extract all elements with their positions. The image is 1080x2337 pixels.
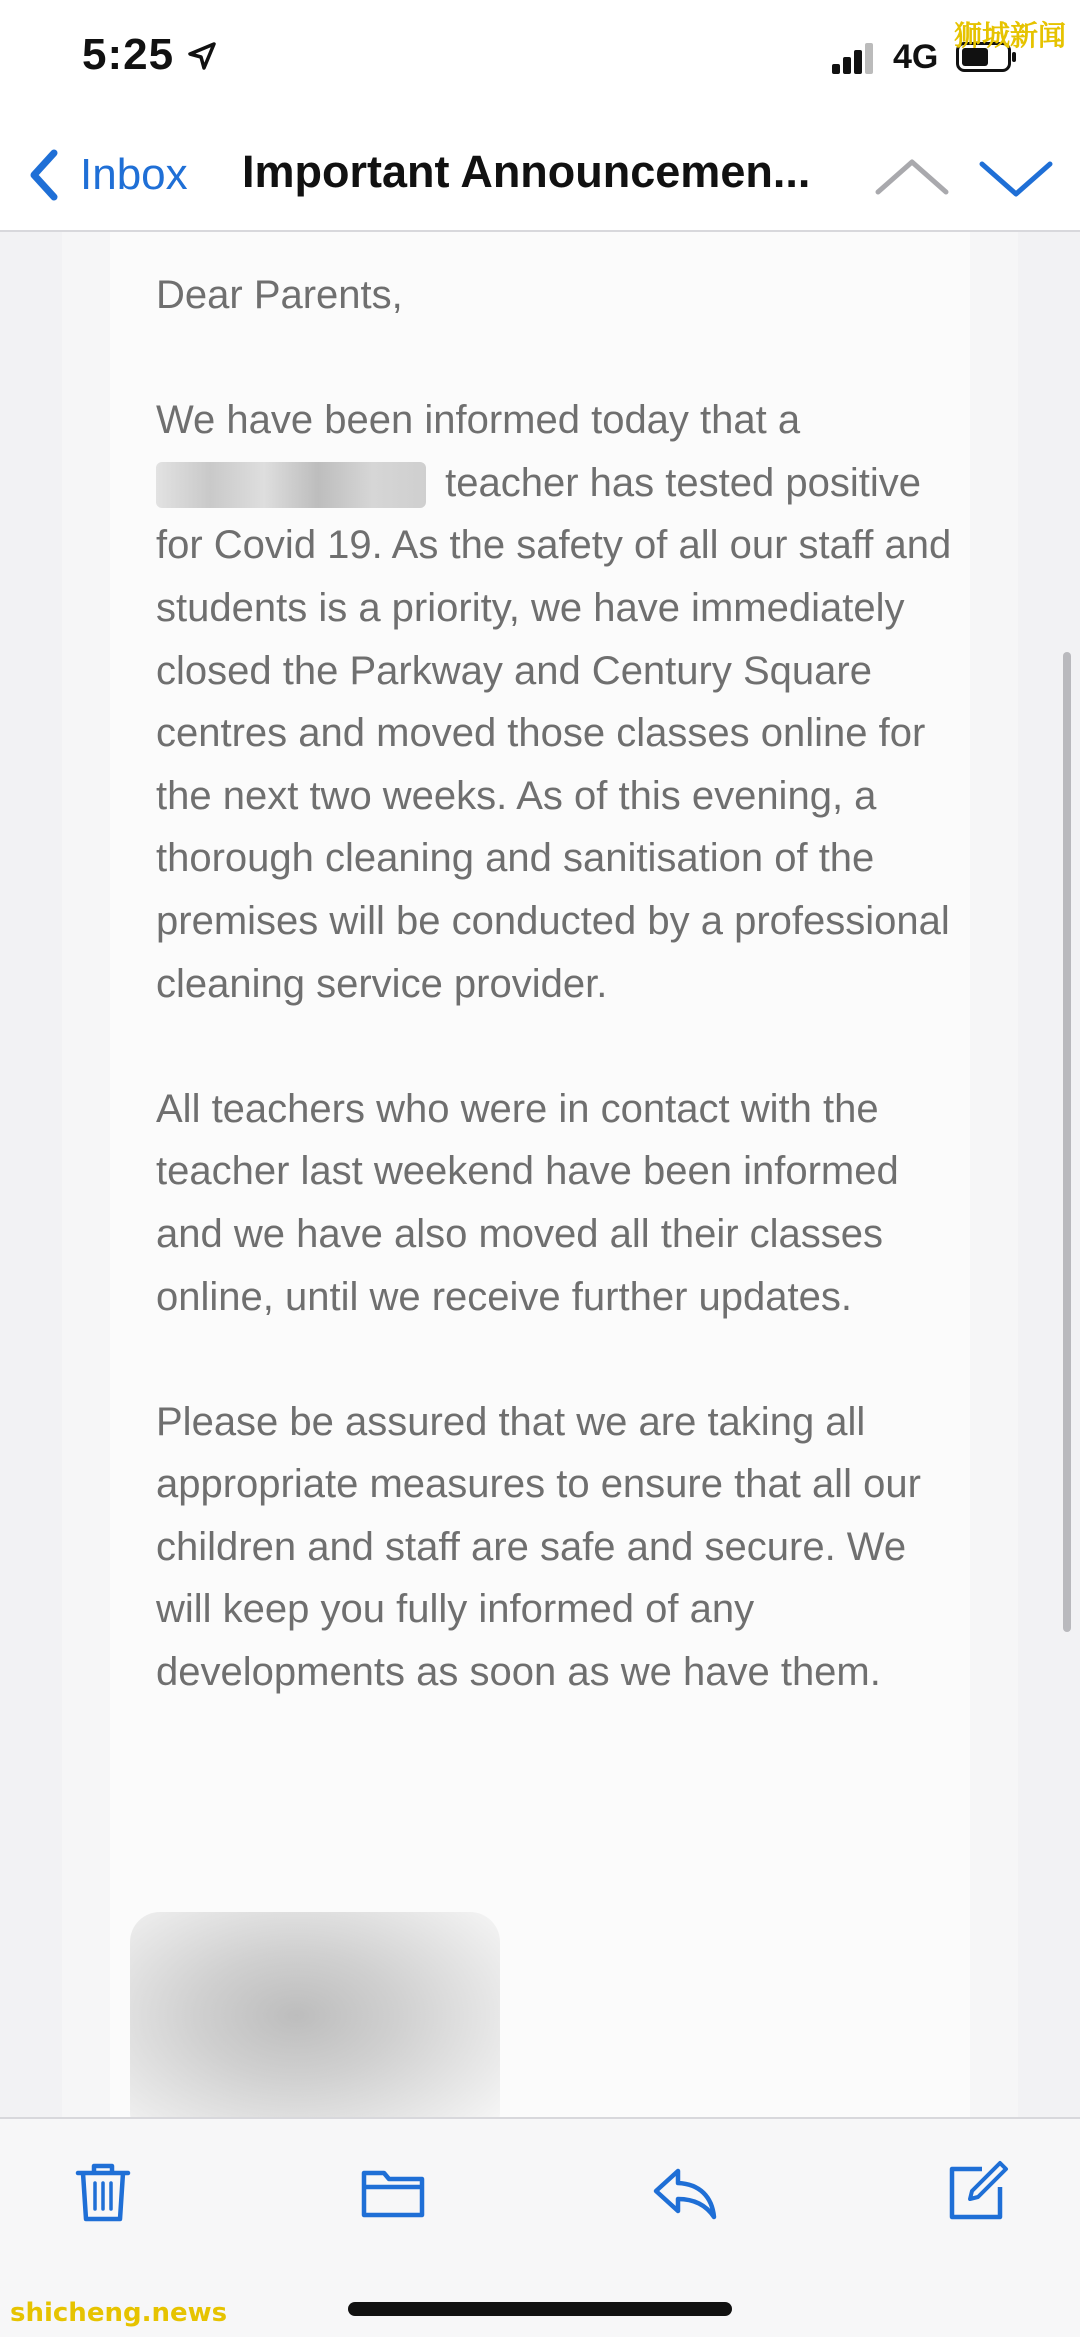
redacted-signature <box>130 1912 500 2117</box>
email-paragraph-1 <box>156 389 956 1015</box>
compose-icon[interactable] <box>942 2157 1012 2227</box>
watermark-top: 狮城新闻 <box>953 19 1066 52</box>
chevron-left-icon <box>24 145 64 205</box>
back-label: Inbox <box>80 150 188 199</box>
next-message-button[interactable] <box>966 148 1066 208</box>
status-bar <box>0 0 1080 120</box>
email-content-area[interactable] <box>0 232 1080 2117</box>
scrollbar[interactable] <box>1063 652 1071 1632</box>
email-paragraph-3: Please be assured that we are taking all appropriate measures to ensure that all our children and staff are safe and secure. We will keep you fully informed of any developments as soon as we have them. <box>156 1399 921 1695</box>
trash-icon[interactable] <box>68 2157 138 2227</box>
email-greeting: Dear Parents, <box>156 273 403 317</box>
reply-icon[interactable] <box>650 2157 720 2227</box>
cellular-signal-icon <box>830 42 876 74</box>
nav-bar <box>0 120 1080 232</box>
location-arrow-icon <box>186 40 218 72</box>
previous-message-button[interactable] <box>862 148 962 208</box>
watermark-bottom: shicheng.news <box>10 2298 228 2328</box>
email-paragraph-2: All teachers who were in contact with the teacher last weekend have been informed and we have also moved all their classes online, until we receive further updates. <box>156 1086 899 1319</box>
home-indicator[interactable] <box>348 2302 732 2316</box>
back-to-inbox-button[interactable] <box>24 140 188 210</box>
status-time: 5:25 <box>82 30 175 79</box>
network-type-label: 4G <box>893 38 939 76</box>
folder-icon[interactable] <box>358 2157 428 2227</box>
redacted-text <box>156 462 426 508</box>
email-subject-title: Important Announcemen... <box>242 146 811 197</box>
paragraph-1-opening: We have been informed today that a <box>156 398 801 443</box>
paragraph-1-body: teacher has tested positive for Covid 19. As the safety of all our staff and students is a priority, we have immediately closed the Parkway and Century Square centres and moved those classes online for the next two weeks. As of this evening, a thorough cleaning and sanitisation of the premises will be conducted by a professional cleaning service provider. <box>156 460 952 1006</box>
email-body <box>156 264 956 1766</box>
